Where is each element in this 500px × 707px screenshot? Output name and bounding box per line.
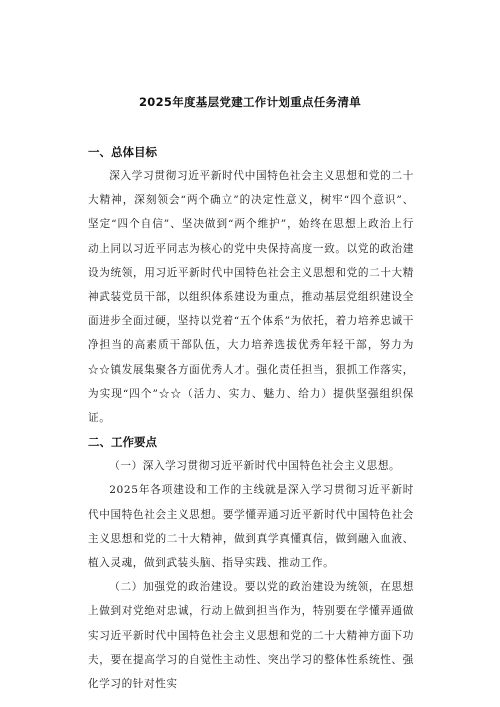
- document-body: [88, 140, 414, 696]
- item-1-paragraph: 2025年各项建设和工作的主线就是深入学习贯彻习近平新时代中国特色社会主义思想。要学懂弄通习近平新时代中国特色社会主义思想和党的二十大精神，做到真学真懂真信，做到融入血液、植入灵魂，做到武装头脑、指导实践、推动工作。: [88, 484, 414, 570]
- document-title: 2025年度基层党建工作计划重点任务清单: [138, 95, 361, 109]
- item-1-title: （一）深入学习贯彻习近平新时代中国特色社会主义思想。: [109, 460, 401, 473]
- item-2-paragraph: （二）加强党的政治建设。要以党的政治建设为统领，在思想上做到对党绝对忠诚，行动上做到担当作为，特别要在学懂弄通做实习近平新时代中国特色社会主义思想和党的二十大精神方面下功夫，要在提高学习的自觉性主动性、突出学习的整体性系统性、强化学习的针对性实: [88, 581, 414, 691]
- section-heading-key-points: 二、工作要点: [88, 435, 157, 450]
- section-heading-goals: 一、总体目标: [88, 145, 157, 159]
- goals-paragraph: 深入学习贯彻习近平新时代中国特色社会主义思想和党的二十大精神，深刻领会“两个确立”的决定性意义，树牢“四个意识”、坚定“四个自信”、坚决做到“两个维护”，始终在思想上政治上行动上同以习近平同志为核心的党中央保持高度一致。以党的政治建设为统领，用习近平新时代中国特色社会主义思想和党的二十大精神武装党员干部，以组织体系建设为重点，推动基层党组织建设全面进步全面过硬，坚持以党着“五个体系”为依托，着力培养忠诚干净担当的高素质干部队伍，大力培养选拔优秀年轻干部，努力为☆☆镇发展集聚各方面优秀人才。强化责任担当，狠抓工作落实，为实现“四个”☆☆（活力、实力、魅力、给力）提供坚强组织保证。: [88, 170, 414, 425]
